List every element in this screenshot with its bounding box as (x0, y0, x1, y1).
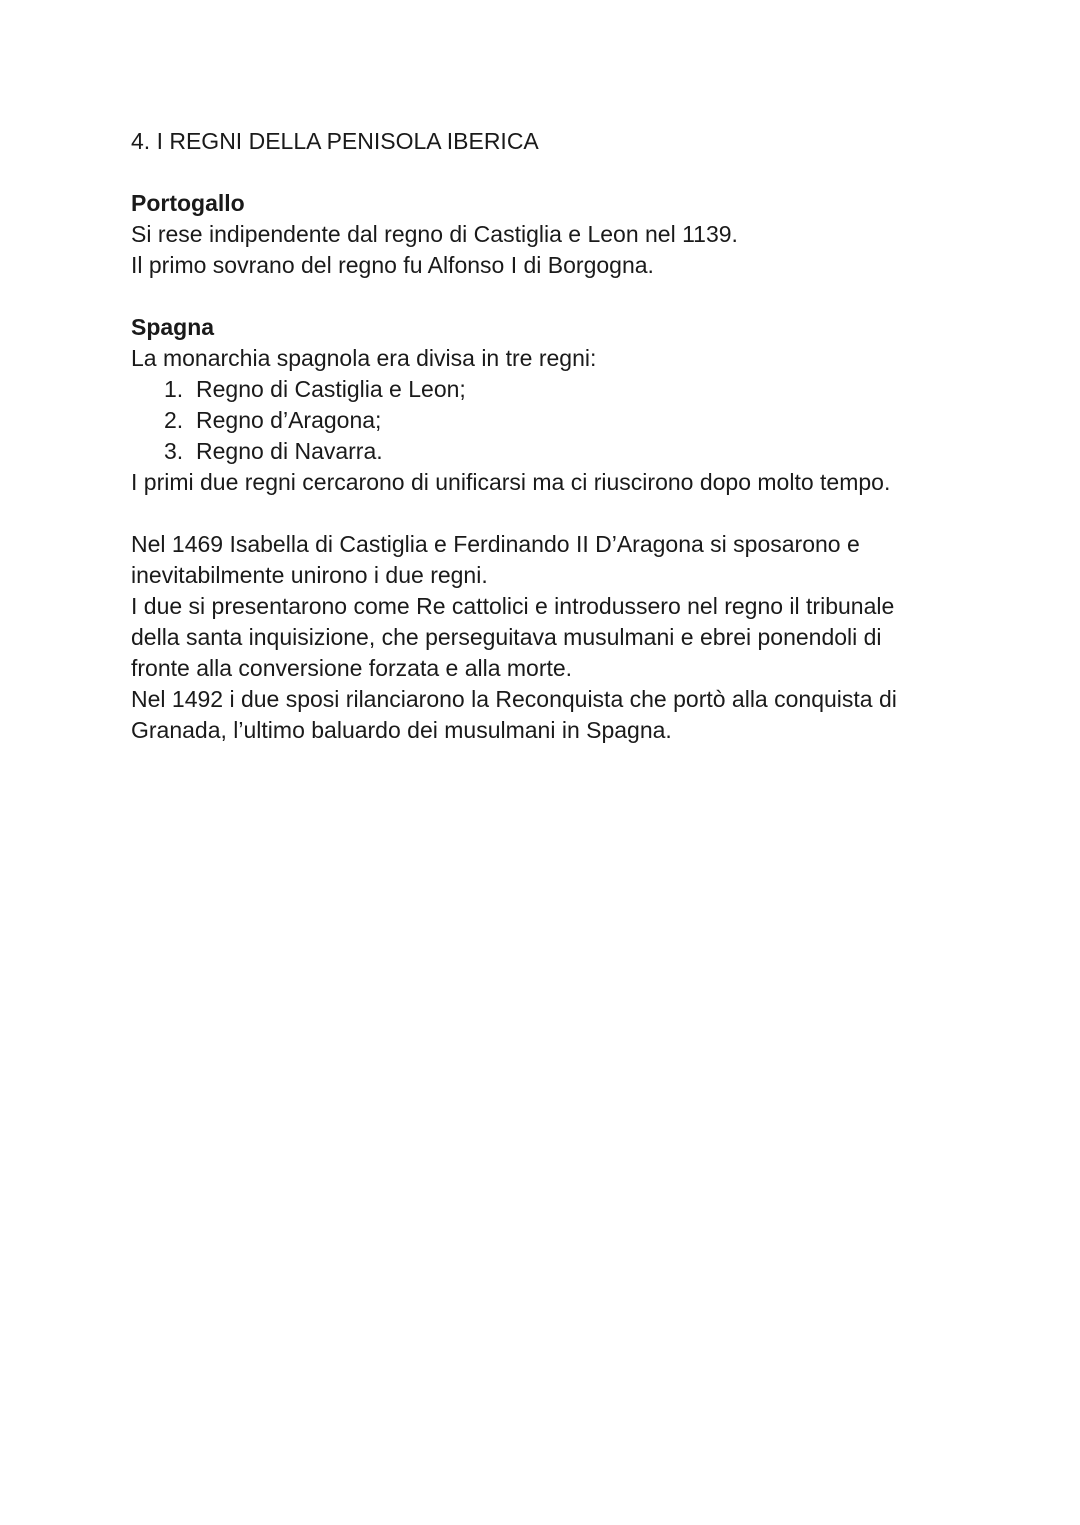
text-line: La monarchia spagnola era divisa in tre regni: (131, 345, 597, 371)
list-number: 2. (164, 407, 184, 433)
document-title: 4. I REGNI DELLA PENISOLA IBERICA (131, 128, 539, 154)
list-item-text: Regno di Castiglia e Leon; (196, 376, 466, 402)
list-item-text: Regno di Navarra. (196, 438, 383, 464)
text-line: Il primo sovrano del regno fu Alfonso I di Borgogna. (131, 252, 654, 278)
kingdoms-list (131, 374, 951, 467)
section-paragraph (131, 529, 951, 746)
text-line: I due si presentarono come Re cattolici e introdussero nel regno il tribunale (131, 593, 895, 619)
list-item-text: Regno d’Aragona; (196, 407, 382, 433)
text-line: della santa inquisizione, che perseguitava musulmani e ebrei ponendoli di (131, 624, 882, 650)
text-line: Nel 1492 i due sposi rilanciarono la Reconquista che portò alla conquista di (131, 686, 897, 712)
text-line: Granada, l’ultimo baluardo dei musulmani in Spagna. (131, 717, 672, 743)
text-line: I primi due regni cercarono di unificarsi ma ci riuscirono dopo molto tempo. (131, 469, 891, 495)
heading-portogallo: Portogallo (131, 190, 245, 216)
list-item (164, 405, 951, 436)
list-item (164, 436, 951, 467)
text-line: fronte alla conversione forzata e alla morte. (131, 655, 573, 681)
heading-spagna: Spagna (131, 314, 215, 340)
section-spagna (131, 312, 951, 498)
section-portogallo (131, 188, 951, 281)
text-line: inevitabilmente unirono i due regni. (131, 562, 488, 588)
document-page (131, 126, 951, 777)
text-line: Si rese indipendente dal regno di Castiglia e Leon nel 1139. (131, 221, 738, 247)
list-number: 3. (164, 438, 184, 464)
list-item (164, 374, 951, 405)
list-number: 1. (164, 376, 184, 402)
text-line: Nel 1469 Isabella di Castiglia e Ferdinando II D’Aragona si sposarono e (131, 531, 860, 557)
